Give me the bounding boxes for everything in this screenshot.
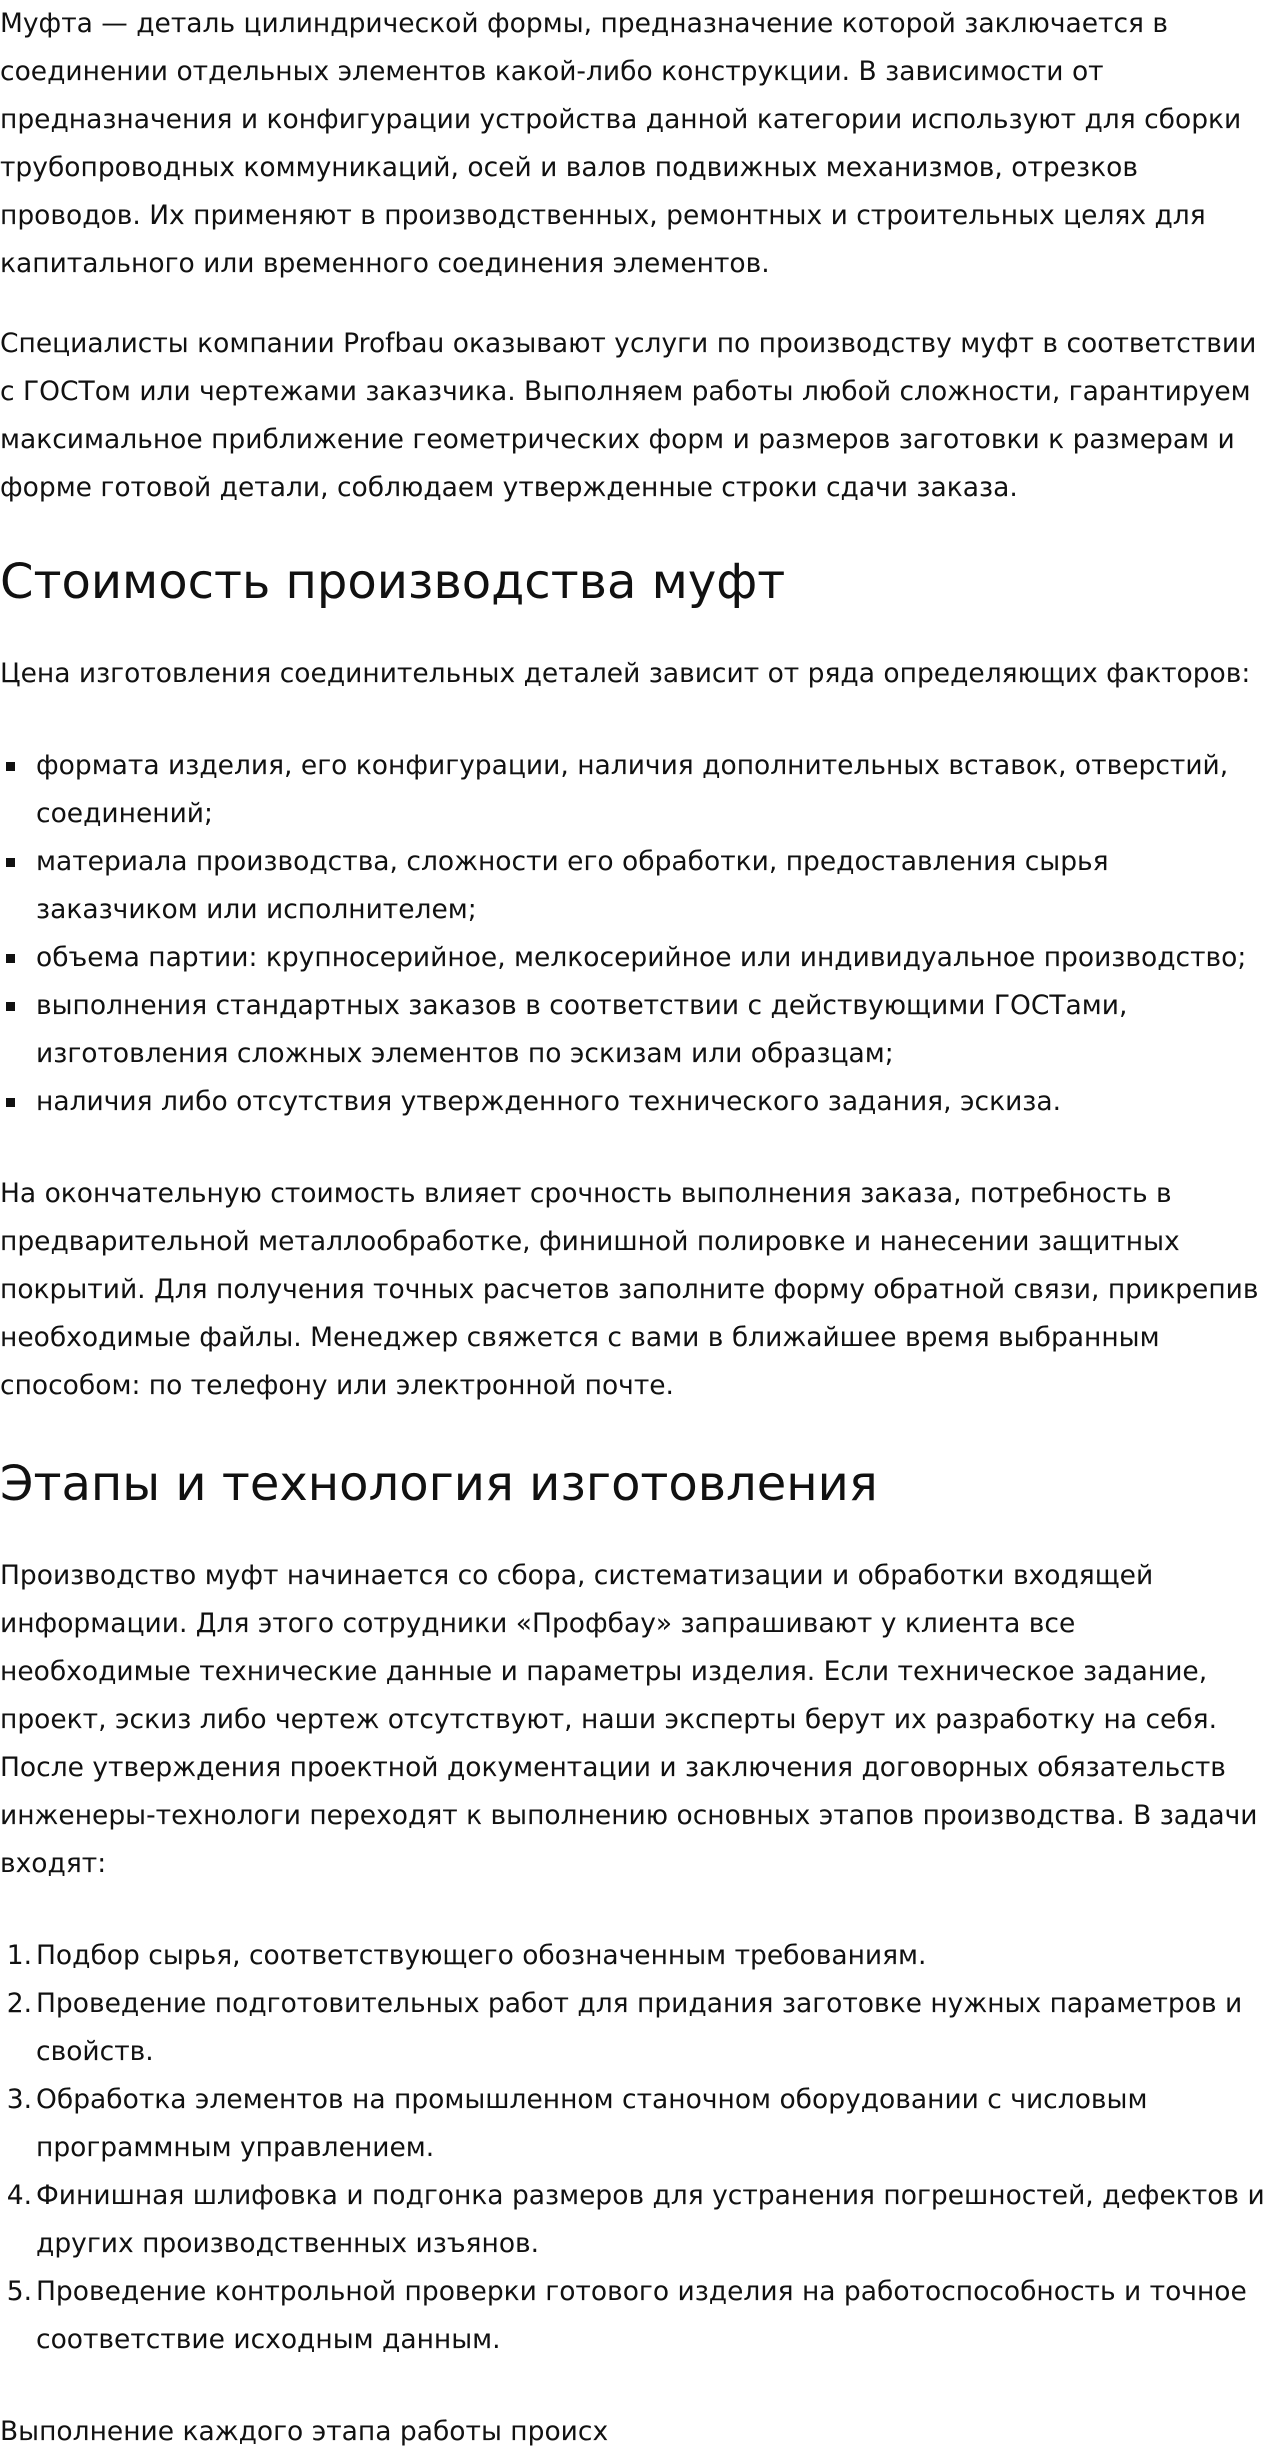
step-number: 4. [6,2180,32,2211]
stages-heading: Этапы и технология изготовления [0,1456,878,1512]
step-text: Финишная шлифовка и подгонка размеров для устранения погрешностей, дефектов и других производственных изъянов. [36,2180,1265,2259]
intro-paragraph: Специалисты компании Profbau оказывают услуги по производству муфт в соответствии с ГОСТом или чертежами заказчика. Выполняем работы любой сложности, гарантируем максимальное приближение геометрических форм и размеров заготовки к размерам и форме готовой детали, соблюдаем утвержденные строки сдачи заказа. [0,328,1257,503]
list-item [6,2076,1270,2172]
list-item: объема партии: крупносерийное, мелкосерийное или индивидуальное производство; [36,934,1270,982]
cost-closing-paragraph: На окончательную стоимость влияет срочность выполнения заказа, потребность в предварительной металлообработке, финишной полировке и нанесении защитных покрытий. Для получения точных расчетов заполните форму обратной связи, прикрепив необходимые файлы. Менеджер свяжется с вами в ближайшее время выбранным способом: по телефону или электронной почте. [0,1178,1259,1401]
list-item: материала производства, сложности его обработки, предоставления сырья заказчиком или исполнителем; [36,838,1270,934]
step-number: 2. [6,1988,32,2019]
step-number: 5. [6,2276,32,2307]
step-number: 1. [6,1940,32,1971]
list-item [6,2172,1270,2268]
cost-factors-list [0,742,1270,1126]
trailing-paragraph: Выполнение каждого этапа работы происх [0,2416,609,2447]
step-text: Проведение подготовительных работ для придания заготовке нужных параметров и свойств. [36,1988,1243,2067]
list-item: формата изделия, его конфигурации, наличия дополнительных вставок, отверстий, соединений; [36,742,1270,838]
step-text: Подбор сырья, соответствующего обозначенным требованиям. [36,1940,927,1971]
step-text: Обработка элементов на промышленном станочном оборудовании с числовым программным управлением. [36,2084,1148,2163]
intro-paragraph: Муфта — деталь цилиндрической формы, предназначение которой заключается в соединении отдельных элементов какой-либо конструкции. В зависимости от предназначения и конфигурации устройства данной категории используют для сборки трубопроводных коммуникаций, осей и валов подвижных механизмов, отрезков проводов. Их применяют в производственных, ремонтных и строительных целях для капитального или временного соединения элементов. [0,8,1242,279]
list-item: наличия либо отсутствия утвержденного технического задания, эскиза. [36,1078,1270,1126]
stages-steps-list [0,1932,1270,2364]
list-item [6,1980,1270,2076]
list-item [6,2268,1270,2364]
cost-heading: Стоимость производства муфт [0,554,786,610]
step-text: Проведение контрольной проверки готового изделия на работоспособность и точное соответствие исходным данным. [36,2276,1247,2355]
stages-lead-paragraph: Производство муфт начинается со сбора, систематизации и обработки входящей информации. Для этого сотрудники «Профбау» запрашивают у клиента все необходимые технические данные и параметры изделия. Если техническое задание, проект, эскиз либо чертеж отсутствуют, наши эксперты берут их разработку на себя. После утверждения проектной документации и заключения договорных обязательств инженеры-технологи переходят к выполнению основных этапов производства. В задачи входят: [0,1560,1258,1879]
list-item: выполнения стандартных заказов в соответствии с действующими ГОСТами, изготовления сложных элементов по эскизам или образцам; [36,982,1270,1078]
list-item [6,1932,1270,1980]
step-number: 3. [6,2084,32,2115]
cost-lead-paragraph: Цена изготовления соединительных деталей зависит от ряда определяющих факторов: [0,658,1251,689]
